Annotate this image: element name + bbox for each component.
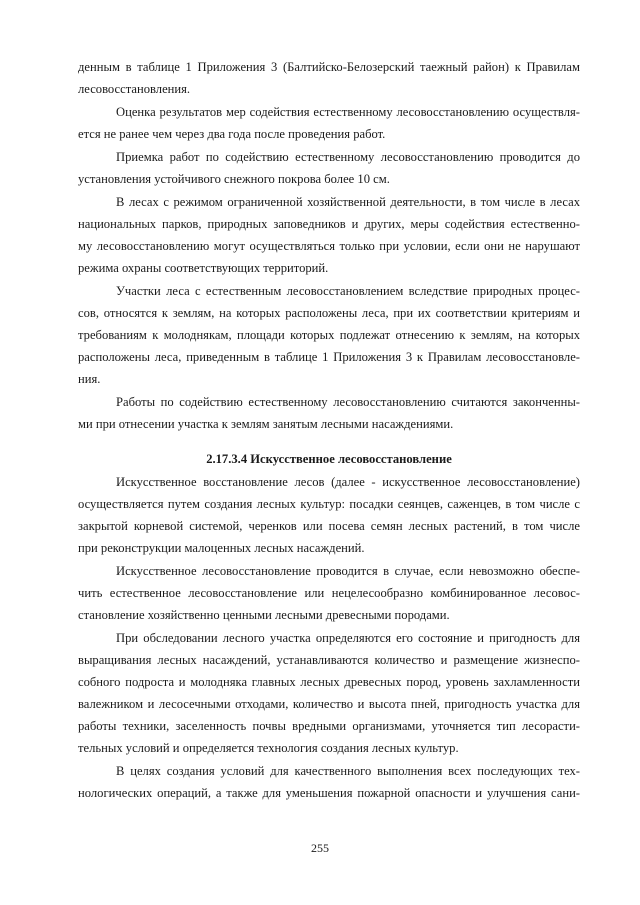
text-line: Приемка работ по содействию естественному лесовосстановлению проводится до [116, 150, 580, 164]
text-line: лесовосстановления. [78, 82, 191, 96]
document-body-bottom [78, 471, 580, 804]
paragraph [78, 280, 580, 390]
text-line: тельных условий и определяется технология создания лесных культур. [78, 741, 459, 755]
text-line: В лесах с режимом ограниченной хозяйственной деятельности, в том числе в лесах [116, 195, 580, 209]
text-line: национальных парков, природных заповедников и других, меры содействия естественно- [78, 217, 580, 231]
text-line: Искусственное лесовосстановление проводится в случае, если невозможно обеспе- [116, 564, 580, 578]
document-page [78, 56, 580, 805]
paragraph [78, 560, 580, 626]
text-line: валежником и лесосечными отходами, количество и высота пней, пригодность участка для [78, 697, 580, 711]
text-line: нологических операций, а также для уменьшения пожарной опасности и улучшения сани- [78, 786, 580, 800]
text-line: осуществляется путем создания лесных культур: посадки сеянцев, саженцев, в том числе с [78, 497, 580, 511]
text-line: Искусственное восстановление лесов (далее - искусственное лесовосстановление) [116, 475, 580, 489]
paragraph [78, 760, 580, 804]
text-line: установления устойчивого снежного покрова более 10 см. [78, 172, 390, 186]
paragraph [78, 471, 580, 559]
text-line: ется не ранее чем через два года после проведения работ. [78, 127, 386, 141]
paragraph [78, 391, 580, 435]
text-line: В целях создания условий для качественного выполнения всех последующих тех- [116, 764, 580, 778]
paragraph [78, 146, 580, 190]
text-line: чить естественное лесовосстановление или нецелесообразно комбинированное лесовос- [78, 586, 580, 600]
text-line: при реконструкции малоценных лесных насаждений. [78, 541, 365, 555]
text-line: Работы по содействию естественному лесовосстановлению считаются законченны- [116, 395, 580, 409]
text-line: ния. [78, 372, 101, 386]
text-line: сов, относятся к землям, на которых расположены леса, при их соответствии критериям и [78, 306, 580, 320]
paragraph [78, 627, 580, 759]
text-line: работы техники, заселенность почвы вредными организмами, уточняется тип лесорасти- [78, 719, 580, 733]
text-line: денным в таблице 1 Приложения 3 (Балтийско-Белозерский таежный район) к Правилам [78, 60, 580, 74]
paragraph [78, 101, 580, 145]
text-line: выращивания лесных насаждений, устанавливаются количество и размещение жизнеспо- [78, 653, 580, 667]
text-line: собного подроста и молодняка главных лесных древесных пород, уровень захламленности [78, 675, 580, 689]
page-number: 255 [311, 841, 329, 855]
paragraph [78, 191, 580, 279]
text-line: расположены леса, приведенным в таблице 1 Приложения 3 к Правилам лесовосстановле- [78, 350, 580, 364]
paragraph [78, 56, 580, 100]
text-line: Оценка результатов мер содействия естественному лесовосстановлению осуществля- [116, 105, 580, 119]
text-line: При обследовании лесного участка определяются его состояние и пригодность для [116, 631, 580, 645]
text-line: Участки леса с естественным лесовосстановлением вследствие природных процес- [116, 284, 580, 298]
text-line: му лесовосстановлению могут осуществляться только при условии, если они не нарушают [78, 239, 580, 253]
section-spacer [78, 436, 580, 448]
text-line: режима охраны соответствующих территорий. [78, 261, 329, 275]
text-line: ми при отнесении участка к землям занятым лесными насаждениями. [78, 417, 454, 431]
text-line: требованиям к молоднякам, площади которых подлежат отнесению к землям, на которых [78, 328, 580, 342]
document-body-top [78, 56, 580, 435]
section-heading: 2.17.3.4 Искусственное лесовосстановление [206, 452, 452, 466]
text-line: закрытой корневой системой, черенков или посева семян лесных растений, в том числе [78, 519, 580, 533]
text-line: становление хозяйственно ценными лесными древесными породами. [78, 608, 450, 622]
